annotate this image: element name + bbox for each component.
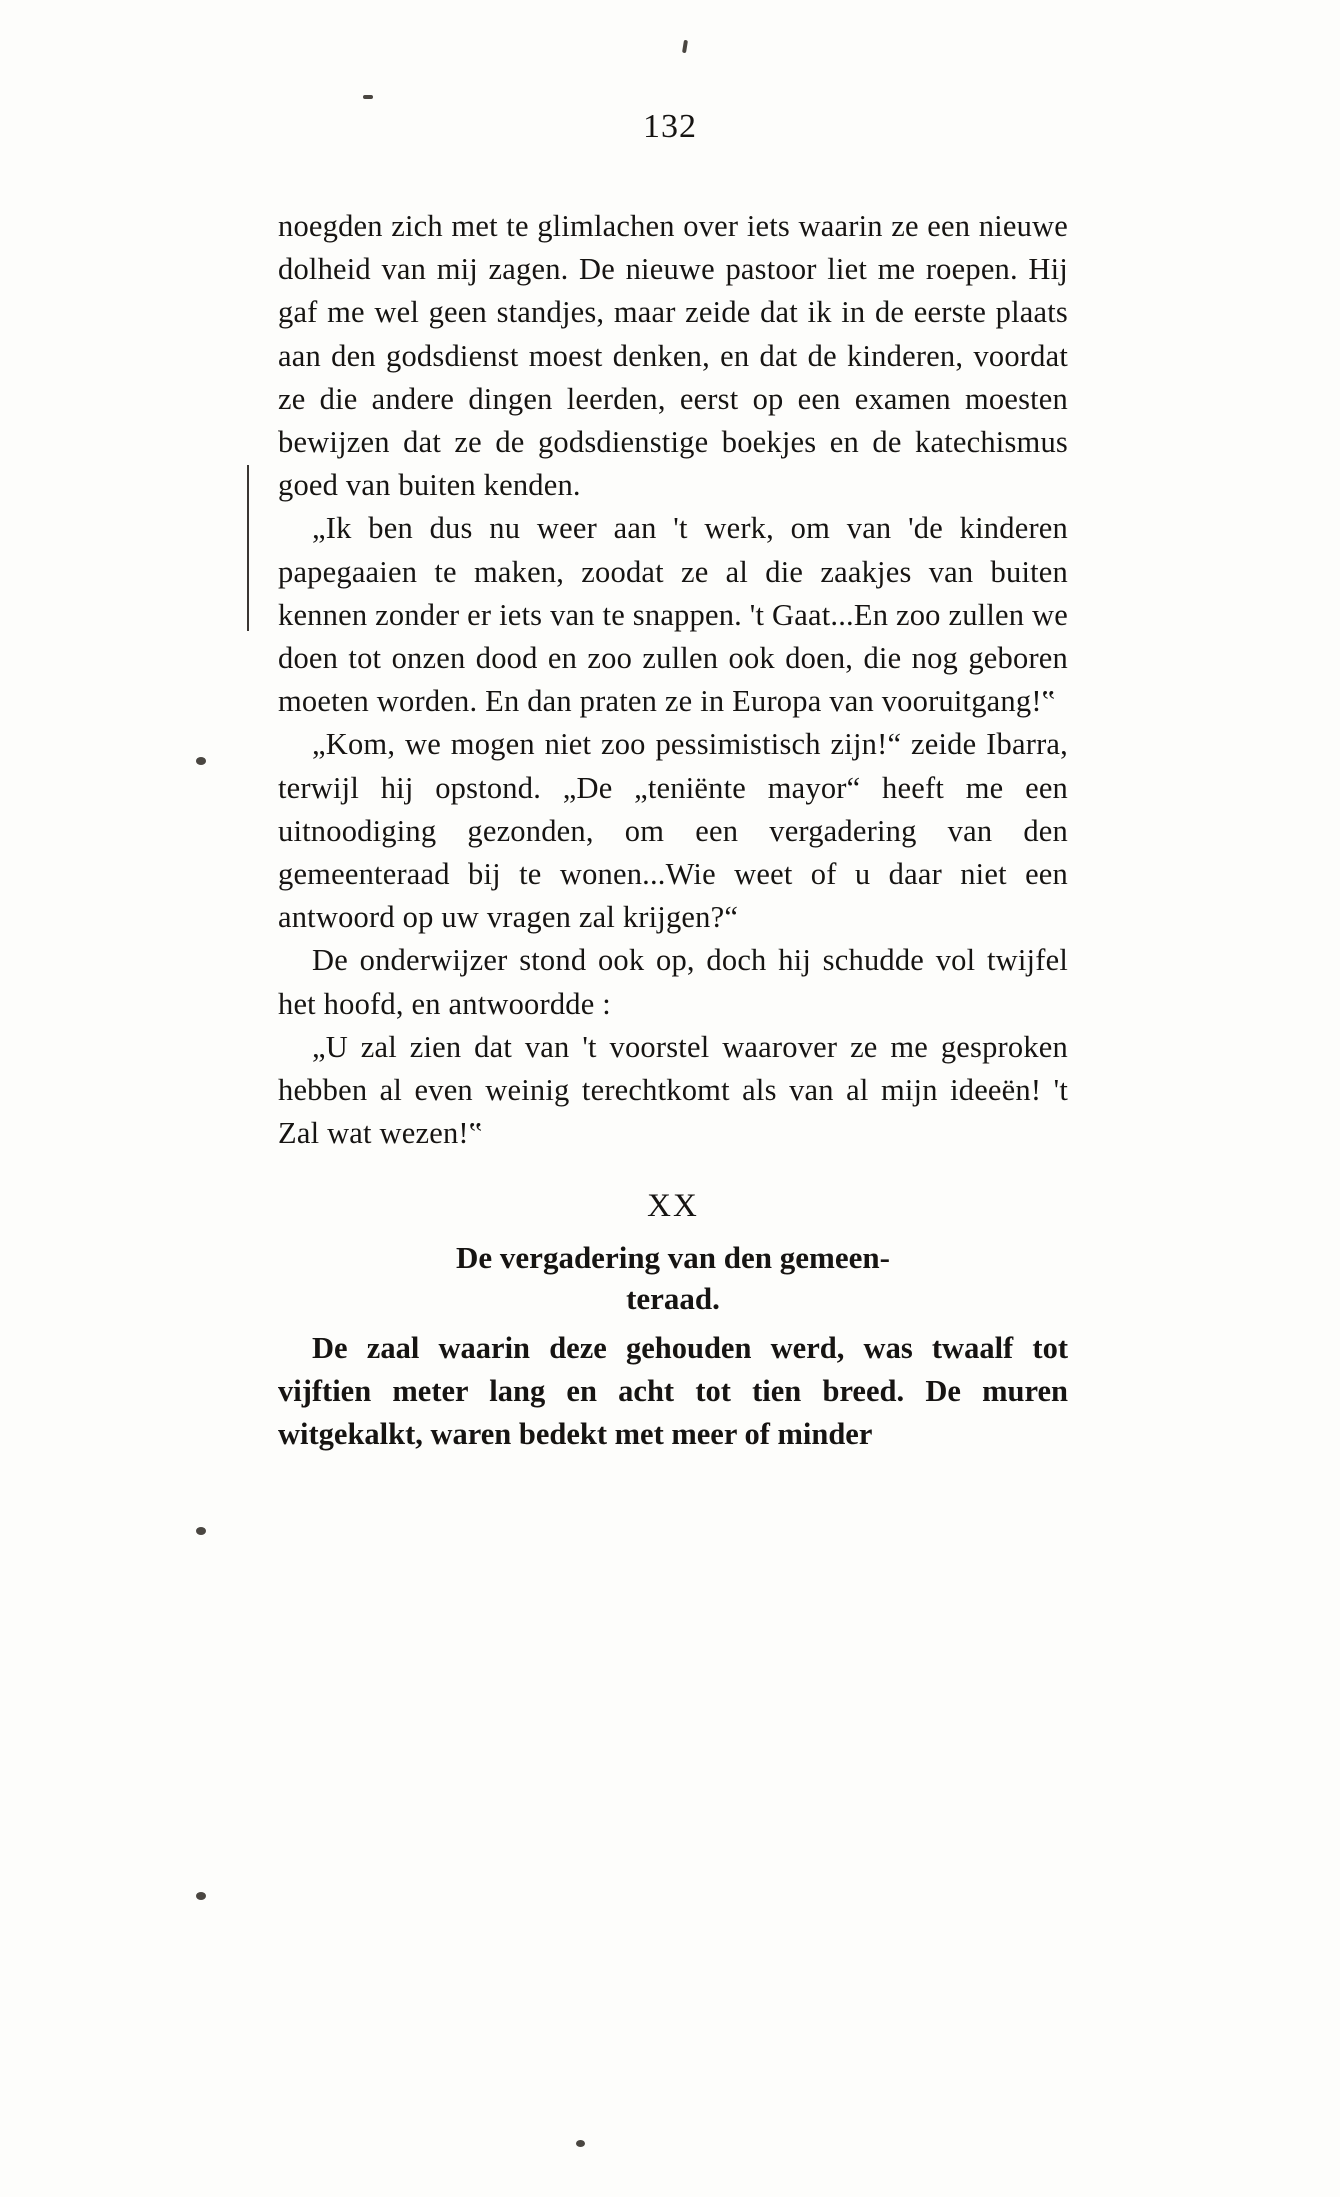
paragraph: „Ik ben dus nu weer aan 't werk, om van 'de kinderen papegaaien te maken, zoodat ze al die zaakjes van buiten kennen zonder er iets van te snappen. 't Gaat...En zoo zullen we doen tot onzen dood en zoo zullen ook doen, die nog geboren moeten worden. En dan praten ze in Europa van vooruitgang!‟ [278,511,1068,719]
paragraph: „Kom, we mogen niet zoo pessimistisch zijn!“ zeide Ibarra, terwijl hij opstond. „De „teniënte mayor“ heeft me een uitnoodiging gezonden, om een vergadering van den gemeenteraad bij te wonen...Wie weet of u daar niet een antwoord op uw vragen zal krijgen?“ [278,727,1068,935]
page-number: 132 [643,108,697,145]
chapter-number: XX [647,1188,699,1225]
page-speckle [196,1892,206,1900]
margin-annotation-rule [247,465,249,631]
body-text-column [278,205,1068,1456]
paragraph: noegden zich met te glimlachen over iets waarin ze een nieuwe dolheid van mij zagen. De nieuwe pastoor liet me roepen. Hij gaf me wel geen standjes, maar zeide dat ik in de eerste plaats aan den godsdienst moest denken, en dat de kinderen, voordat ze die andere dingen leerden, eerst op een examen moesten bewijzen dat ze de godsdienstige boekjes en de katechismus goed van buiten kenden. [278,209,1068,503]
page-speckle [363,95,373,99]
page-speckle [682,40,688,53]
page-speckle [196,757,206,765]
chapter-title [278,1237,1068,1319]
paragraph: De zaal waarin deze gehouden werd, was twaalf tot vijftien meter lang en acht tot tien breed. De muren witgekalkt, waren bedekt met meer of minder [278,1330,1068,1452]
chapter-title-line-1: De vergadering van den gemeen- [456,1239,890,1275]
page-speckle [196,1527,206,1535]
chapter-title-line-2: teraad. [626,1280,720,1316]
page-speckle [576,2140,585,2147]
paragraph: De onderwijzer stond ook op, doch hij schudde vol twijfel het hoofd, en antwoordde : [278,943,1068,1021]
paragraph: „U zal zien dat van 't voorstel waarover ze me gesproken hebben al even weinig terechtkomt als van al mijn ideeën! 't Zal wat wezen!‟ [278,1029,1068,1151]
